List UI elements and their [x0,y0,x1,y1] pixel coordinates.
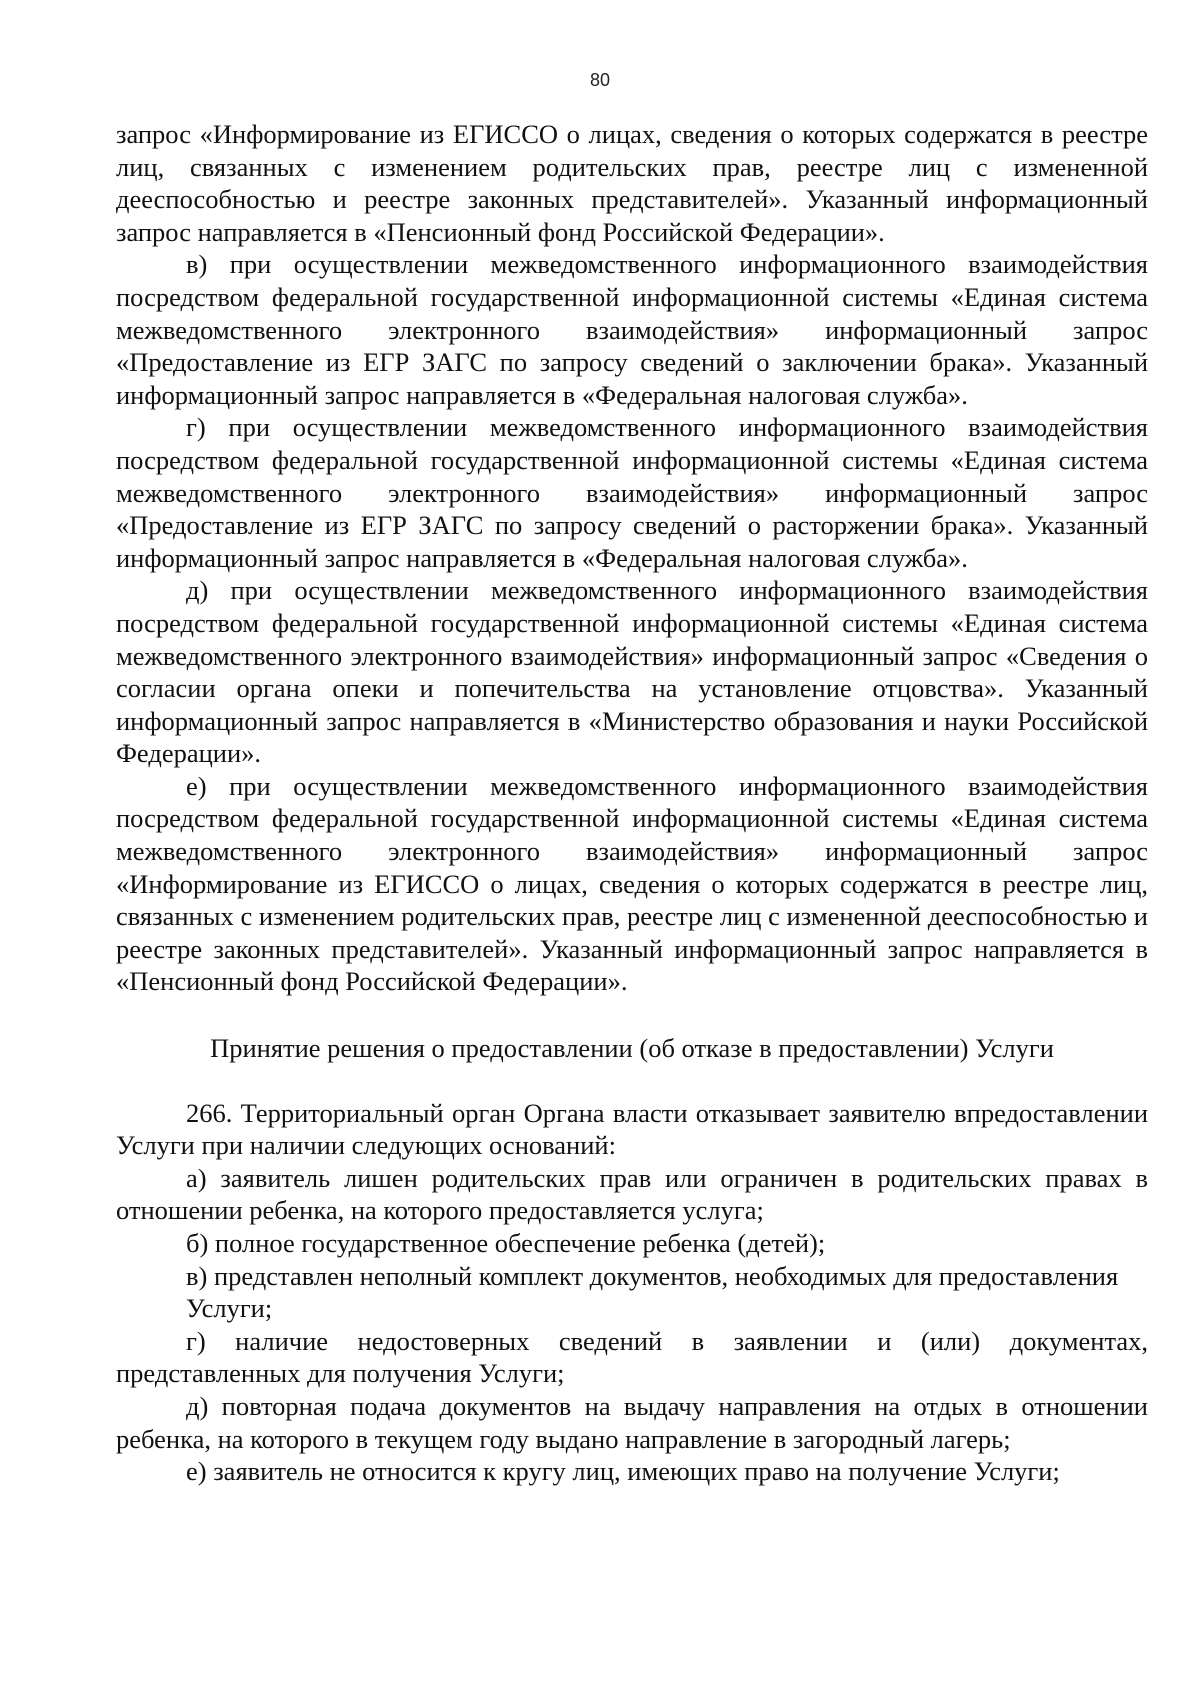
refusal-ground-e: е) заявитель не относится к кругу лиц, имеющих право на получение Услуги; [186,1456,1060,1487]
section-heading: Принятие решения о предоставлении (об отказе в предоставлении) Услуги [210,1033,1054,1064]
page-number: 80 [589,70,611,90]
refusal-ground-d: д) повторная подача документов на выдачу направления на отдых в отношении ребенка, на которого в текущем году выдано направление в загородный лагерь; [116,1390,1148,1454]
paragraph-continuation: запрос «Информирование из ЕГИССО о лицах, сведения о которых содержатся в реестре лиц, связанных с изменением родительских прав, реестре лиц с измененной дееспособностью и реестре законных представителей». Указанный информационный запрос направляется в «Пенсионный фонд Российской Федерации». [116,119,1148,247]
paragraph-item-v: в) при осуществлении межведомственного информационного взаимодействия посредством федеральной государственной информационной системы «Единая система межведомственного электронного взаимодействия» информационный запрос «Предоставление из ЕГР ЗАГС по запросу сведений о заключении брака». Указанный информационный запрос направляется в «Федеральная налоговая служба». [116,249,1148,410]
paragraph-item-e: е) при осуществлении межведомственного информационного взаимодействия посредством федеральной государственной информационной системы «Единая система межведомственного электронного взаимодействия» информационный запрос «Информирование из ЕГИССО о лицах, сведения о которых содержатся в реестре лиц, связанных с изменением родительских прав, реестре лиц с измененной дееспособностью и реестре законных представителей». Указанный информационный запрос направляется в «Пенсионный фонд Российской Федерации». [116,770,1148,997]
refusal-ground-b: б) полное государственное обеспечение ребенка (детей); [186,1228,826,1258]
refusal-ground-a: а) заявитель лишен родительских прав или ограничен в родительских правах в отношении ребенка, на которого предоставляется услуга; [116,1162,1148,1226]
paragraph-item-g: г) при осуществлении межведомственного информационного взаимодействия посредством федеральной государственной информационной системы «Единая система межведомственного электронного взаимодействия» информационный запрос «Предоставление из ЕГР ЗАГС по запросу сведений о расторжении брака». Указанный информационный запрос направляется в «Федеральная налоговая служба». [116,412,1148,573]
refusal-ground-g: г) наличие недостоверных сведений в заявлении и (или) документах, представленных для получения Услуги; [116,1325,1148,1389]
refusal-ground-v: в) представлен неполный комплект документов, необходимых для предоставления Услуги; [186,1260,1119,1324]
paragraph-266-intro: 266. Территориальный орган Органа власти отказывает заявителю впредоставлении Услуги при наличии следующих оснований: [116,1097,1148,1161]
document-body [116,118,1148,1488]
paragraph-item-d: д) при осуществлении межведомственного информационного взаимодействия посредством федеральной государственной информационной системы «Единая система межведомственного электронного взаимодействия» информационный запрос «Сведения о согласии органа опеки и попечительства на установление отцовства». Указанный информационный запрос направляется в «Министерство образования и науки Российской Федерации». [116,575,1148,769]
